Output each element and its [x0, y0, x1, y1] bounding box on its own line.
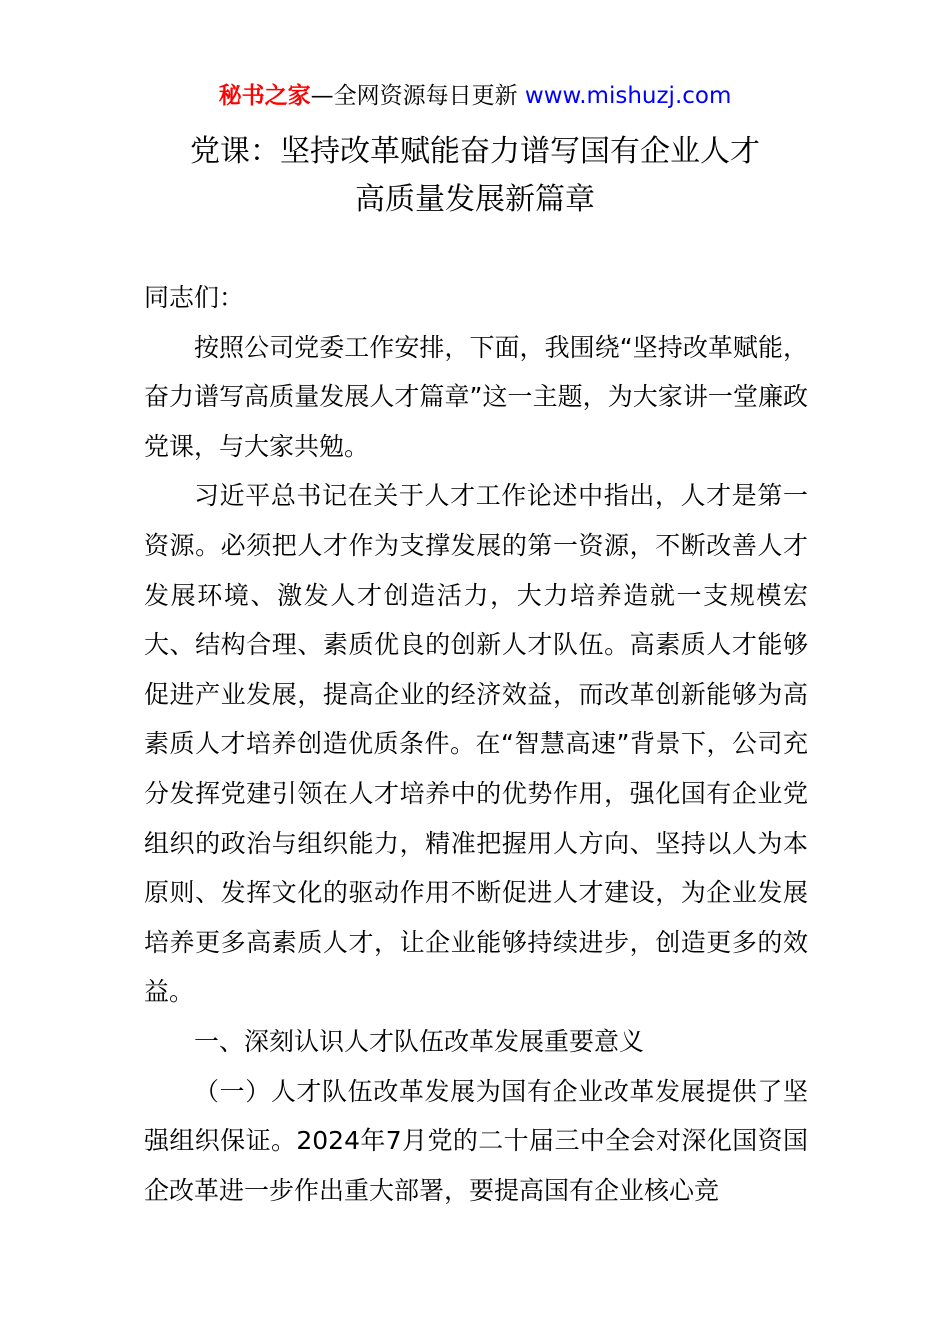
greeting: 同志们：: [144, 283, 245, 312]
document-body: [144, 273, 808, 1215]
title-line-1: 党课：坚持改革赋能奋力谱写国有企业人才: [190, 134, 760, 169]
site-name: 秘书之家: [218, 83, 311, 109]
paragraph-intro: 按照公司党委工作安排，下面，我围绕“坚持改革赋能，奋力谱写高质量发展人才篇章”这一主题，为大家讲一堂廉政党课，与大家共勉。: [144, 332, 808, 461]
site-tagline: —全网资源每日更新: [310, 83, 518, 109]
title-line-2: 高质量发展新篇章: [355, 182, 595, 217]
site-header: [0, 80, 950, 112]
site-url-link[interactable]: www.mishuzj.com: [524, 83, 732, 109]
section-heading-1: 一、深刻认识人才队伍改革发展重要意义: [194, 1026, 645, 1056]
paragraph-subsection-1: （一）人才队伍改革发展为国有企业改革发展提供了坚强组织保证。2024年7月党的二十届三中全会对深化国资国企改革进一步作出重大部署，要提高国有企业核心竞: [144, 1076, 808, 1205]
paragraph-context: 习近平总书记在关于人才工作论述中指出，人才是第一资源。必须把人才作为支撑发展的第一资源，不断改善人才发展环境、激发人才创造活力，大力培养造就一支规模宏大、结构合理、素质优良的创新人才队伍。高素质人才能够促进产业发展，提高企业的经济效益，而改革创新能够为高素质人才培养创造优质条件。在“智慧高速”背景下，公司充分发挥党建引领在人才培养中的优势作用，强化国有企业党组织的政治与组织能力，精准把握用人方向、坚持以人为本原则、发挥文化的驱动作用不断促进人才建设，为企业发展培养更多高素质人才，让企业能够持续进步，创造更多的效益。: [144, 481, 808, 1007]
document-title: [0, 128, 950, 224]
